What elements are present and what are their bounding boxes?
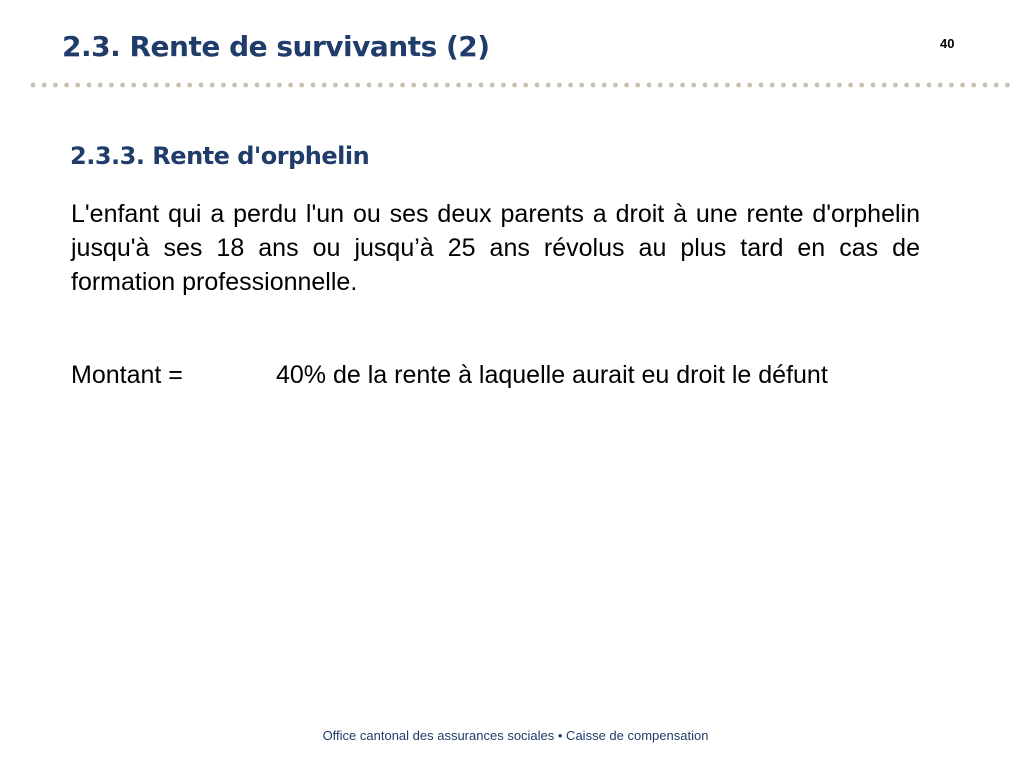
body-paragraph: L'enfant qui a perdu l'un ou ses deux parents a droit à une rente d'orphelin jusqu'à ses 18 ans ou jusqu’à 25 ans révolus au plus tard en cas de formation professionnelle. (71, 200, 920, 296)
divider-dot (109, 83, 114, 88)
divider-dot (624, 83, 629, 88)
divider-dot (535, 83, 540, 88)
divider-dot (344, 83, 349, 88)
divider-dot (411, 83, 416, 88)
divider-dot (792, 83, 797, 88)
divider-dot (859, 83, 864, 88)
divider-dot (299, 83, 304, 88)
divider-dot (456, 83, 461, 88)
divider-dot (64, 83, 69, 88)
divider-dot (557, 83, 562, 88)
dotted-divider (30, 81, 1010, 89)
divider-dot (960, 83, 965, 88)
divider-dot (400, 83, 405, 88)
divider-dot (803, 83, 808, 88)
divider-dot (915, 83, 920, 88)
divider-dot (949, 83, 954, 88)
divider-dot (971, 83, 976, 88)
divider-dot (210, 83, 215, 88)
divider-dot (893, 83, 898, 88)
divider-dot (1005, 83, 1010, 88)
divider-dot (680, 83, 685, 88)
divider-dot (31, 83, 36, 88)
divider-dot (826, 83, 831, 88)
amount-value: 40% de la rente à laquelle aurait eu droit le défunt (276, 361, 828, 389)
divider-dot (490, 83, 495, 88)
divider-dot (199, 83, 204, 88)
divider-dot (501, 83, 506, 88)
divider-dot (669, 83, 674, 88)
divider-dot (568, 83, 573, 88)
divider-dot (747, 83, 752, 88)
page-number: 40 (940, 36, 955, 51)
divider-dot (187, 83, 192, 88)
divider-dot (546, 83, 551, 88)
divider-dot (98, 83, 103, 88)
divider-dot (322, 83, 327, 88)
divider-dot (938, 83, 943, 88)
divider-dot (848, 83, 853, 88)
divider-dot (635, 83, 640, 88)
divider-dot (355, 83, 360, 88)
divider-dot (658, 83, 663, 88)
divider-dot (467, 83, 472, 88)
divider-dot (221, 83, 226, 88)
divider-dot (691, 83, 696, 88)
divider-dot (994, 83, 999, 88)
divider-dot (423, 83, 428, 88)
divider-dot (591, 83, 596, 88)
divider-dot (333, 83, 338, 88)
divider-dot (871, 83, 876, 88)
divider-dot (154, 83, 159, 88)
divider-dot (87, 83, 92, 88)
divider-dot (378, 83, 383, 88)
divider-dot (904, 83, 909, 88)
amount-label: Montant = (71, 361, 183, 389)
divider-dot (42, 83, 47, 88)
divider-dot (479, 83, 484, 88)
divider-dot (165, 83, 170, 88)
divider-dot (927, 83, 932, 88)
divider-dot (725, 83, 730, 88)
divider-dot (434, 83, 439, 88)
divider-dot (736, 83, 741, 88)
divider-dot (131, 83, 136, 88)
divider-dot (770, 83, 775, 88)
divider-dot (512, 83, 517, 88)
divider-dot (445, 83, 450, 88)
divider-dot (703, 83, 708, 88)
divider-dot (277, 83, 282, 88)
divider-dot (983, 83, 988, 88)
divider-dot (232, 83, 237, 88)
divider-dot (613, 83, 618, 88)
divider-dot (176, 83, 181, 88)
divider-dot (53, 83, 58, 88)
divider-dot (255, 83, 260, 88)
divider-dot (759, 83, 764, 88)
divider-dot (243, 83, 248, 88)
divider-dot (781, 83, 786, 88)
divider-dot (714, 83, 719, 88)
slide-title: 2.3. Rente de survivants (2) (62, 30, 490, 63)
divider-dot (266, 83, 271, 88)
divider-dot (120, 83, 125, 88)
divider-dot (75, 83, 80, 88)
divider-dot (815, 83, 820, 88)
footer: Office cantonal des assurances sociales • Caisse de compensation (322, 728, 709, 743)
divider-dot (367, 83, 372, 88)
divider-dot (882, 83, 887, 88)
divider-dot (647, 83, 652, 88)
divider-dot (288, 83, 293, 88)
divider-dot (602, 83, 607, 88)
divider-dot (523, 83, 528, 88)
section-heading: 2.3.3. Rente d'orphelin (70, 142, 370, 170)
divider-dot (579, 83, 584, 88)
divider-dot (389, 83, 394, 88)
divider-dot (837, 83, 842, 88)
divider-dot (311, 83, 316, 88)
divider-dot (143, 83, 148, 88)
